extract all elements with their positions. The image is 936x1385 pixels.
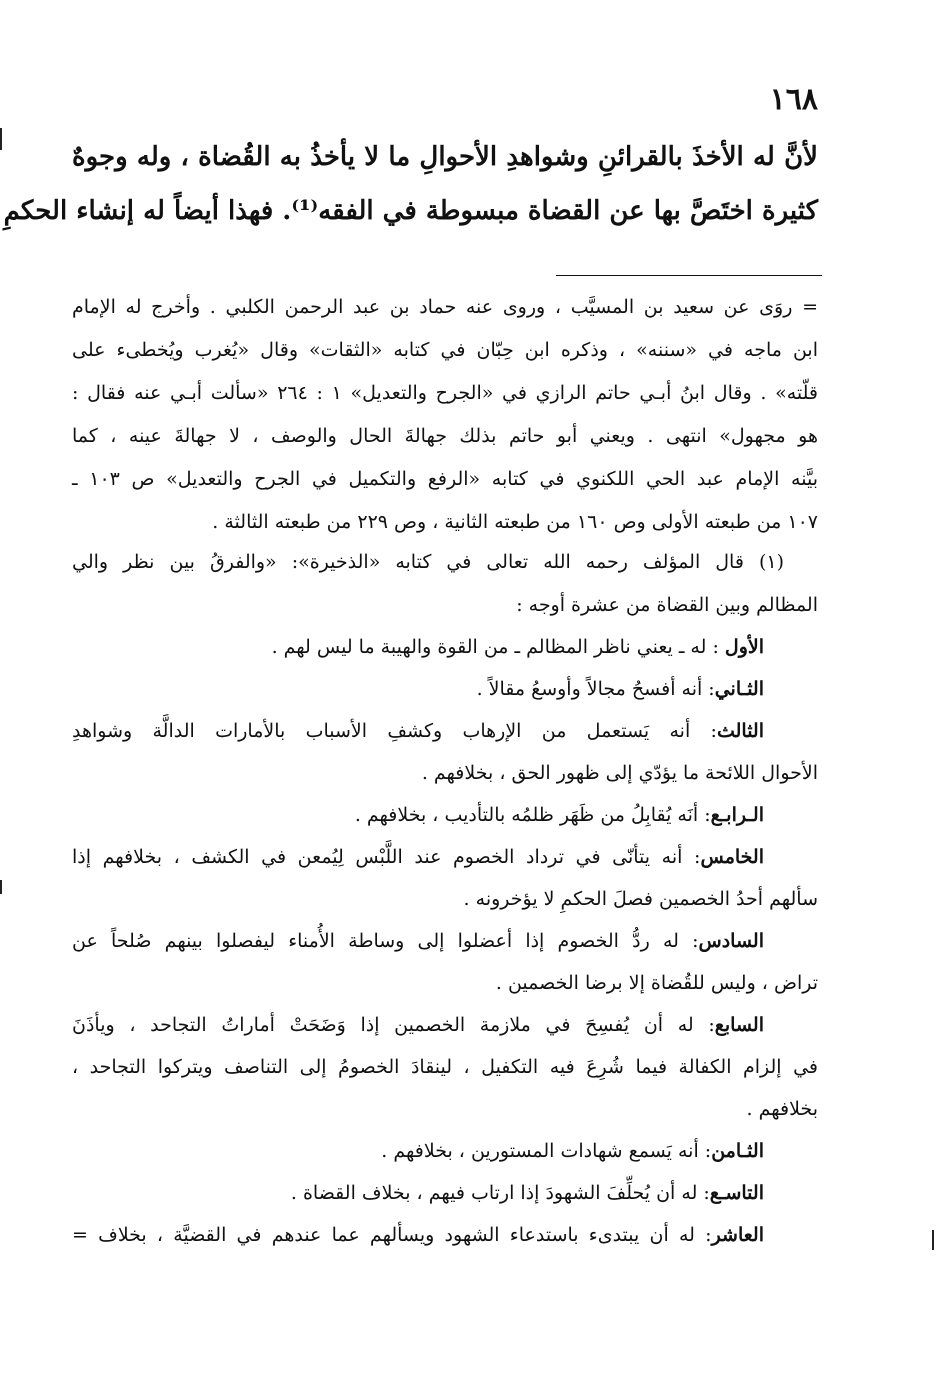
footnote-continuation-line-6: ١٠٧ من طبعته الأولى وص ١٦٠ من طبعته الثانية ، وص ٢٢٩ من طبعته الثالثة . bbox=[212, 511, 818, 533]
aspect-7-label: السابع bbox=[714, 1014, 764, 1036]
scan-edge-mark bbox=[0, 128, 2, 150]
aspect-3 bbox=[72, 720, 764, 742]
aspect-3-line-2: الأحوال اللائحة ما يؤدّي إلى ظهور الحق ، بخلافهم . bbox=[421, 762, 818, 784]
aspect-8-text: : أنه يَسمع شهادات المستورين ، بخلافهم . bbox=[381, 1140, 712, 1162]
footnote-continuation-line-4: هو مجهول» انتهى . ويعني أبو حاتم بذلك جهالةَ الحال والوصف ، لا جهالةَ عينه ، كما bbox=[72, 425, 818, 447]
footnote-1-line-1: (١) قال المؤلف رحمه الله تعالى في كتابه «الذخيرة»: «والفرقُ بين نظر والي bbox=[72, 551, 784, 573]
aspect-7 bbox=[72, 1014, 764, 1036]
aspect-7-line-2: في إلزام الكفالة فيما شُرِعَ فيه التكفيل ، لينقادَ الخصومُ إلى التناصف ويتركوا التجاحد ، bbox=[72, 1056, 818, 1078]
aspect-9-label: التاسـع bbox=[709, 1182, 764, 1204]
aspect-6-text: : له ردُّ الخصوم إذا أعضلوا إلى وساطة الأُمناء ليفصلوا بينهم صُلحاً عن bbox=[72, 930, 699, 952]
aspect-1-label: الأول bbox=[724, 636, 764, 658]
footnote-continuation-line-1: = روَى عن سعيد بن المسيَّب ، وروى عنه حماد بن عبد الرحمن الكلبي . وأخرج له الإمام bbox=[72, 296, 818, 318]
footnote-continuation-line-2: ابن ماجه في «سننه» ، وذكره ابن حِبّان في كتابه «الثقات» وقال «يُغرب ويُخطىء على bbox=[72, 339, 818, 361]
aspect-6-line-2: تراض ، وليس للقُضاة إلا برضا الخصمين . bbox=[495, 972, 818, 994]
aspect-3-label: الثالث bbox=[716, 720, 764, 742]
aspect-10-text: : له أن يبتدىء باستدعاء الشهود ويسألهم عما عندهم في القضيَّة ، بخلاف = bbox=[72, 1224, 712, 1246]
aspect-1-text: : له ـ يعني ناظر المظالم ـ من القوة والهيبة ما ليس لهم . bbox=[271, 636, 725, 658]
aspect-10-label: العاشر bbox=[711, 1224, 764, 1246]
aspect-9-text: : له أن يُحلِّفَ الشهودَ إذا ارتاب فيهم ، بخلاف القضاة . bbox=[290, 1182, 710, 1204]
aspect-6-label: السادس bbox=[698, 930, 764, 952]
aspect-6 bbox=[72, 930, 764, 952]
aspect-10 bbox=[72, 1224, 764, 1246]
scan-edge-mark bbox=[0, 880, 2, 894]
aspect-8-label: الثـامن bbox=[711, 1140, 764, 1162]
aspect-5-label: الخامس bbox=[700, 846, 764, 868]
footnote-separator bbox=[556, 275, 822, 276]
aspect-4-text: : أنَه يُقابِلُ من ظَهَر ظلمُه بالتأديب ، بخلافهم . bbox=[354, 804, 711, 826]
aspect-1 bbox=[272, 636, 764, 658]
aspect-5-text: : أنه يتأنّى في ترداد الخصوم عند اللَّبْس لِيُمعن في الكشف ، بخلافهم إذا bbox=[72, 846, 701, 868]
main-text-line-2: كثيرة اختَصَّ بها عن القضاة مبسوطة في الفقه⁽¹⁾. فهذا أيضاً له إنشاء الحكمِ bbox=[3, 196, 818, 226]
aspect-2 bbox=[477, 678, 764, 700]
aspect-3-text: : أنه يَستعمل من الإرهاب وكشفِ الأسباب بالأمارات الدالَّة وشواهدِ bbox=[72, 720, 717, 742]
scan-edge-mark bbox=[932, 1230, 934, 1250]
aspect-2-text: : أنه أفسحُ مجالاً وأوسعُ مقالاً . bbox=[476, 678, 715, 700]
footnote-continuation-line-3: قلّته» . وقال ابنُ أبـي حاتم الرازي في «الجرح والتعديل» ١ : ٢٦٤ «سألت أبـي عنه فقال : bbox=[72, 382, 818, 404]
aspect-5-line-2: سألهم أحدُ الخصمين فصلَ الحكمِ لا يؤخرونه . bbox=[463, 888, 818, 910]
footnote-continuation-line-5: بيَّنه الإمام عبد الحي اللكنوي في كتابه «الرفع والتكميل في الجرح والتعديل» ص ١٠٣ ـ bbox=[72, 468, 818, 490]
aspect-9 bbox=[291, 1182, 764, 1204]
aspect-7-text: : له أن يُفسِحَ في ملازمة الخصمين إذا وَضَحَتْ أماراتُ التجاحد ، ويأذَنَ bbox=[72, 1014, 715, 1036]
page-number: ١٦٨ bbox=[769, 82, 818, 117]
aspect-4 bbox=[355, 804, 764, 826]
aspect-7-line-3: بخلافهم . bbox=[746, 1098, 818, 1120]
footnote-1-line-2: المظالم وبين القضاة من عشرة أوجه : bbox=[516, 594, 818, 616]
main-text-line-1: لأنَّ له الأخذَ بالقرائنِ وشواهدِ الأحوالِ ما لا يأخذُ به القُضاة ، وله وجوهٌ bbox=[72, 142, 818, 172]
aspect-8 bbox=[381, 1140, 764, 1162]
aspect-5 bbox=[72, 846, 764, 868]
aspect-4-label: الـرابـع bbox=[710, 804, 764, 826]
aspect-2-label: الثـاني bbox=[714, 678, 764, 700]
